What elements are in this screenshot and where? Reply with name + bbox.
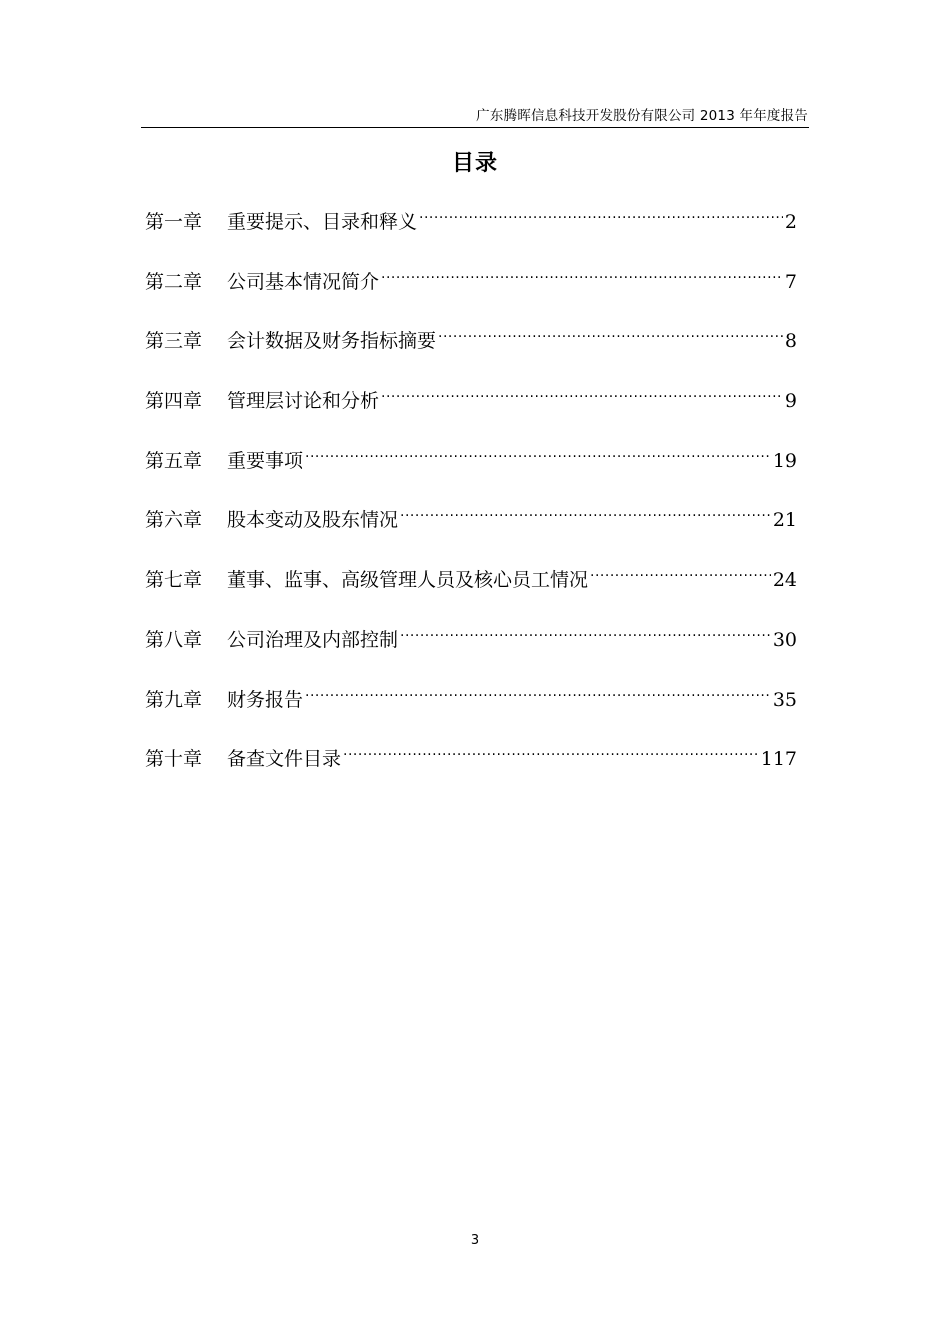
toc-chapter: 第一章: [145, 211, 203, 233]
toc-row[interactable]: [145, 504, 797, 564]
toc-chapter: 第十章: [145, 748, 203, 771]
toc-leader-dots: [381, 270, 783, 292]
toc-chapter: 第九章: [145, 688, 203, 711]
toc-entry-title: 公司基本情况简介: [227, 270, 380, 293]
toc-row[interactable]: [145, 684, 797, 744]
toc-entry-title: 股本变动及股东情况: [227, 509, 399, 532]
toc-page-number: 9: [784, 390, 797, 413]
toc-entry-title: 管理层讨论和分析: [227, 390, 380, 413]
toc-entry-title: 董事、监事、高级管理人员及核心员工情况: [227, 569, 589, 592]
toc-page-number: 8: [784, 330, 797, 353]
toc-entry-title: 财务报告: [227, 688, 304, 711]
toc-leader-dots: [400, 508, 771, 530]
toc-page-number: 30: [772, 628, 797, 651]
toc-leader-dots: [590, 568, 771, 590]
toc-page-number: 21: [772, 509, 797, 532]
toc-row[interactable]: [145, 624, 797, 684]
toc-leader-dots: [343, 747, 759, 769]
toc-entry-title: 备查文件目录: [227, 748, 342, 771]
toc-chapter: 第七章: [145, 569, 203, 592]
toc-chapter: 第二章: [145, 270, 203, 293]
toc-chapter: 第六章: [145, 509, 203, 532]
header-rule: [141, 127, 809, 128]
toc-leader-dots: [400, 628, 771, 650]
toc-chapter: 第五章: [145, 449, 203, 472]
page-number: 3: [470, 1233, 480, 1248]
table-of-contents: [145, 206, 797, 803]
toc-row[interactable]: [145, 564, 797, 624]
toc-entry-title: 重要事项: [227, 449, 304, 472]
toc-chapter: 第三章: [145, 330, 203, 353]
toc-page-number: 24: [772, 569, 797, 592]
toc-row[interactable]: [145, 445, 797, 505]
toc-leader-dots: [438, 329, 783, 351]
toc-row[interactable]: [145, 325, 797, 385]
toc-page-number: 19: [772, 449, 797, 472]
running-header: 广东腾晖信息科技开发股份有限公司 2013 年年度报告: [476, 108, 808, 124]
toc-page-number: 117: [760, 748, 797, 771]
toc-leader-dots: [381, 389, 783, 411]
toc-leader-dots: [419, 210, 783, 232]
toc-entry-title: 会计数据及财务指标摘要: [227, 330, 437, 353]
toc-entry-title: 公司治理及内部控制: [227, 628, 399, 651]
toc-page-number: 2: [784, 211, 797, 233]
toc-chapter: 第八章: [145, 628, 203, 651]
toc-page-number: 35: [772, 688, 797, 711]
page-title: 目录: [451, 151, 498, 176]
toc-leader-dots: [305, 688, 771, 710]
toc-leader-dots: [305, 449, 771, 471]
toc-row[interactable]: [145, 385, 797, 445]
toc-page-number: 7: [784, 270, 797, 293]
toc-entry-title: 重要提示、目录和释义: [227, 211, 418, 233]
toc-row[interactable]: [145, 266, 797, 326]
toc-row[interactable]: [145, 743, 797, 803]
toc-chapter: 第四章: [145, 390, 203, 413]
toc-row[interactable]: [145, 206, 797, 266]
